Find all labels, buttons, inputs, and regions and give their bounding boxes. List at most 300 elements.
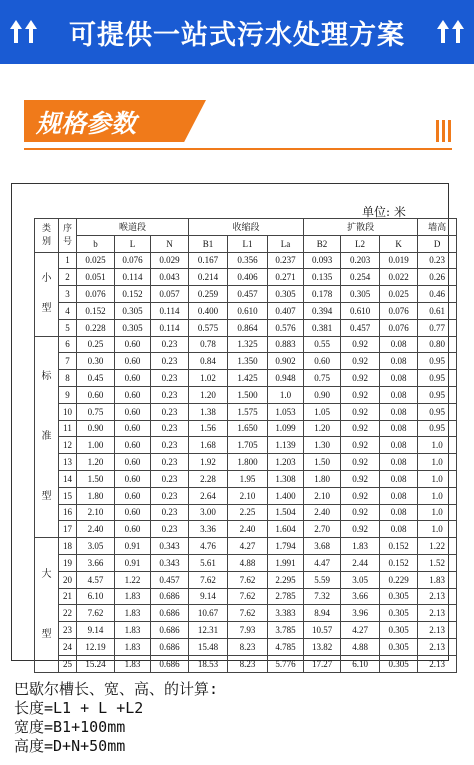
row-index-cell: 18: [59, 538, 77, 555]
value-cell: 2.13: [418, 622, 457, 639]
value-cell: 15.48: [189, 638, 228, 655]
value-cell: 0.90: [304, 386, 341, 403]
value-cell: 0.076: [115, 252, 151, 269]
category-label: 大型: [41, 568, 52, 640]
up-arrows-icon: [10, 20, 37, 43]
value-cell: 0.55: [304, 336, 341, 353]
value-cell: 0.093: [304, 252, 341, 269]
value-cell: 4.27: [341, 622, 380, 639]
value-cell: 15.24: [77, 655, 115, 672]
table-row: [35, 454, 457, 471]
value-cell: 5.59: [304, 571, 341, 588]
value-cell: 1.50: [304, 454, 341, 471]
table-row: [35, 420, 457, 437]
value-cell: 0.92: [341, 403, 380, 420]
calculation-notes: [14, 680, 218, 756]
value-cell: 0.076: [380, 302, 418, 319]
value-cell: 4.785: [268, 638, 304, 655]
subheader-cell: B1: [189, 235, 228, 252]
subheader-cell: b: [77, 235, 115, 252]
value-cell: 0.019: [380, 252, 418, 269]
value-cell: 0.75: [304, 370, 341, 387]
value-cell: 0.25: [77, 336, 115, 353]
row-index-cell: 14: [59, 470, 77, 487]
value-cell: 6.10: [341, 655, 380, 672]
value-cell: 10.57: [304, 622, 341, 639]
value-cell: 1.500: [228, 386, 268, 403]
value-cell: 1.604: [268, 521, 304, 538]
table-row: [35, 302, 457, 319]
value-cell: 0.08: [380, 504, 418, 521]
value-cell: 1.80: [304, 470, 341, 487]
header-diverging: 扩散段: [304, 219, 418, 236]
value-cell: 1.350: [228, 353, 268, 370]
value-cell: 0.254: [341, 269, 380, 286]
value-cell: 0.08: [380, 437, 418, 454]
value-cell: 0.305: [380, 622, 418, 639]
subheader-cell: La: [268, 235, 304, 252]
value-cell: 0.23: [151, 370, 189, 387]
value-cell: 0.95: [418, 386, 457, 403]
row-index-cell: 9: [59, 386, 77, 403]
value-cell: 4.76: [189, 538, 228, 555]
value-cell: 1.794: [268, 538, 304, 555]
value-cell: 0.95: [418, 370, 457, 387]
value-cell: 7.62: [228, 571, 268, 588]
value-cell: 6.10: [77, 588, 115, 605]
value-cell: 2.785: [268, 588, 304, 605]
table-row: [35, 622, 457, 639]
value-cell: 1.053: [268, 403, 304, 420]
subheader-cell: L: [115, 235, 151, 252]
value-cell: 1.00: [77, 437, 115, 454]
value-cell: 0.883: [268, 336, 304, 353]
value-cell: 0.394: [304, 302, 341, 319]
value-cell: 1.83: [418, 571, 457, 588]
value-cell: 1.400: [268, 487, 304, 504]
table-row: [35, 605, 457, 622]
value-cell: 2.13: [418, 605, 457, 622]
category-cell: [35, 538, 59, 672]
value-cell: 0.457: [151, 571, 189, 588]
row-index-cell: 7: [59, 353, 77, 370]
value-cell: 1.83: [115, 622, 151, 639]
value-cell: 0.92: [341, 386, 380, 403]
value-cell: 0.406: [228, 269, 268, 286]
value-cell: 0.057: [151, 286, 189, 303]
value-cell: 2.40: [228, 521, 268, 538]
value-cell: 1.92: [189, 454, 228, 471]
value-cell: 1.83: [115, 655, 151, 672]
table-row: [35, 638, 457, 655]
value-cell: 3.66: [77, 554, 115, 571]
value-cell: 0.92: [341, 504, 380, 521]
value-cell: 7.62: [228, 588, 268, 605]
value-cell: 1.099: [268, 420, 304, 437]
value-cell: 0.23: [151, 504, 189, 521]
value-cell: 0.076: [380, 319, 418, 336]
value-cell: 3.68: [304, 538, 341, 555]
value-cell: 4.57: [77, 571, 115, 588]
table-row: [35, 286, 457, 303]
row-index-cell: 5: [59, 319, 77, 336]
value-cell: 1.0: [268, 386, 304, 403]
value-cell: 0.407: [268, 302, 304, 319]
value-cell: 0.08: [380, 370, 418, 387]
table-row: [35, 588, 457, 605]
value-cell: 0.229: [380, 571, 418, 588]
value-cell: 1.0: [418, 454, 457, 471]
value-cell: 0.08: [380, 336, 418, 353]
value-cell: 2.64: [189, 487, 228, 504]
value-cell: 1.991: [268, 554, 304, 571]
value-cell: 0.08: [380, 521, 418, 538]
value-cell: 0.152: [77, 302, 115, 319]
value-cell: 0.135: [304, 269, 341, 286]
value-cell: 3.66: [341, 588, 380, 605]
value-cell: 2.40: [77, 521, 115, 538]
value-cell: 0.575: [189, 319, 228, 336]
table-row: [35, 538, 457, 555]
spec-table: [34, 218, 457, 673]
value-cell: 0.902: [268, 353, 304, 370]
banner-title: 可提供一站式污水处理方案: [69, 19, 405, 51]
value-cell: 2.28: [189, 470, 228, 487]
category-cell: [35, 252, 59, 336]
value-cell: 3.96: [341, 605, 380, 622]
value-cell: 0.025: [380, 286, 418, 303]
value-cell: 0.400: [189, 302, 228, 319]
table-row: [35, 470, 457, 487]
value-cell: 2.40: [304, 504, 341, 521]
value-cell: 4.47: [304, 554, 341, 571]
value-cell: 0.92: [341, 336, 380, 353]
value-cell: 0.025: [77, 252, 115, 269]
value-cell: 3.05: [77, 538, 115, 555]
row-index-cell: 3: [59, 286, 77, 303]
value-cell: 0.23: [151, 336, 189, 353]
value-cell: 0.60: [115, 370, 151, 387]
value-cell: 0.92: [341, 470, 380, 487]
value-cell: 0.80: [418, 336, 457, 353]
value-cell: 1.705: [228, 437, 268, 454]
subheader-cell: L1: [228, 235, 268, 252]
value-cell: 3.785: [268, 622, 304, 639]
value-cell: 1.02: [189, 370, 228, 387]
value-cell: 0.60: [115, 521, 151, 538]
value-cell: 0.610: [341, 302, 380, 319]
value-cell: 0.228: [77, 319, 115, 336]
value-cell: 2.13: [418, 588, 457, 605]
value-cell: 0.152: [115, 286, 151, 303]
value-cell: 0.45: [77, 370, 115, 387]
value-cell: 1.83: [115, 605, 151, 622]
value-cell: 1.68: [189, 437, 228, 454]
table-row: [35, 386, 457, 403]
value-cell: 0.051: [77, 269, 115, 286]
value-cell: 0.178: [304, 286, 341, 303]
value-cell: 0.60: [304, 353, 341, 370]
value-cell: 0.305: [380, 638, 418, 655]
value-cell: 0.305: [115, 302, 151, 319]
value-cell: 0.60: [115, 403, 151, 420]
value-cell: 1.203: [268, 454, 304, 471]
header-category: [35, 219, 59, 253]
value-cell: 0.60: [115, 487, 151, 504]
value-cell: 1.139: [268, 437, 304, 454]
table-row: [35, 487, 457, 504]
table-row: [35, 353, 457, 370]
value-cell: 0.26: [418, 269, 457, 286]
row-index-cell: 4: [59, 302, 77, 319]
value-cell: 8.23: [228, 655, 268, 672]
row-index-cell: 12: [59, 437, 77, 454]
value-cell: 1.650: [228, 420, 268, 437]
row-index-cell: 21: [59, 588, 77, 605]
value-cell: 8.23: [228, 638, 268, 655]
value-cell: 1.0: [418, 521, 457, 538]
header-converging: 收缩段: [189, 219, 304, 236]
value-cell: 0.305: [380, 605, 418, 622]
value-cell: 0.356: [228, 252, 268, 269]
value-cell: 0.95: [418, 420, 457, 437]
value-cell: 0.91: [115, 538, 151, 555]
value-cell: 1.83: [115, 588, 151, 605]
value-cell: 1.38: [189, 403, 228, 420]
value-cell: 2.10: [228, 487, 268, 504]
value-cell: 1.20: [189, 386, 228, 403]
value-cell: 1.80: [77, 487, 115, 504]
value-cell: 0.686: [151, 588, 189, 605]
value-cell: 0.305: [115, 319, 151, 336]
value-cell: 0.259: [189, 286, 228, 303]
value-cell: 1.52: [418, 554, 457, 571]
value-cell: 0.90: [77, 420, 115, 437]
value-cell: 1.22: [418, 538, 457, 555]
header-index: [59, 219, 77, 253]
subheader-cell: K: [380, 235, 418, 252]
value-cell: 7.62: [228, 605, 268, 622]
row-index-cell: 8: [59, 370, 77, 387]
row-index-cell: 22: [59, 605, 77, 622]
value-cell: 0.114: [151, 319, 189, 336]
table-row: [35, 269, 457, 286]
value-cell: 0.23: [151, 353, 189, 370]
value-cell: 0.08: [380, 386, 418, 403]
value-cell: 0.23: [151, 470, 189, 487]
calc-heading: 巴歇尔槽长、宽、高、的计算:: [14, 680, 219, 698]
category-label: 标准型: [41, 370, 52, 502]
value-cell: 0.60: [115, 353, 151, 370]
value-cell: 0.95: [418, 353, 457, 370]
value-cell: 2.10: [77, 504, 115, 521]
value-cell: 0.305: [268, 286, 304, 303]
header-wall-height: 墙高: [418, 219, 457, 236]
value-cell: 9.14: [77, 622, 115, 639]
value-cell: 3.383: [268, 605, 304, 622]
value-cell: 0.029: [151, 252, 189, 269]
value-cell: 0.152: [380, 554, 418, 571]
row-index-cell: 23: [59, 622, 77, 639]
value-cell: 7.62: [77, 605, 115, 622]
value-cell: 0.152: [380, 538, 418, 555]
value-cell: 0.381: [304, 319, 341, 336]
value-cell: 2.44: [341, 554, 380, 571]
table-row: [35, 571, 457, 588]
value-cell: 0.92: [341, 353, 380, 370]
section-divider: [24, 148, 452, 150]
row-index-cell: 25: [59, 655, 77, 672]
value-cell: 0.60: [115, 504, 151, 521]
value-cell: 3.05: [341, 571, 380, 588]
value-cell: 7.93: [228, 622, 268, 639]
header-category-label: 类别: [41, 223, 51, 247]
calc-height: 高度=D+N+50mm: [14, 737, 126, 755]
table-row: [35, 554, 457, 571]
row-index-cell: 19: [59, 554, 77, 571]
row-index-cell: 11: [59, 420, 77, 437]
value-cell: 0.864: [228, 319, 268, 336]
value-cell: 0.92: [341, 521, 380, 538]
header-throat: 喉道段: [77, 219, 189, 236]
subheader-cell: B2: [304, 235, 341, 252]
value-cell: 0.457: [341, 319, 380, 336]
row-index-cell: 15: [59, 487, 77, 504]
value-cell: 0.576: [268, 319, 304, 336]
table-row: [35, 504, 457, 521]
row-index-cell: 6: [59, 336, 77, 353]
value-cell: 1.325: [228, 336, 268, 353]
value-cell: 1.504: [268, 504, 304, 521]
top-banner: [0, 0, 474, 64]
value-cell: 0.61: [418, 302, 457, 319]
value-cell: 0.23: [151, 386, 189, 403]
value-cell: 17.27: [304, 655, 341, 672]
value-cell: 0.686: [151, 605, 189, 622]
value-cell: 0.343: [151, 538, 189, 555]
value-cell: 1.425: [228, 370, 268, 387]
subheader-cell: D: [418, 235, 457, 252]
value-cell: 0.305: [341, 286, 380, 303]
value-cell: 0.23: [151, 454, 189, 471]
value-cell: 0.92: [341, 454, 380, 471]
value-cell: 1.05: [304, 403, 341, 420]
value-cell: 0.305: [380, 588, 418, 605]
value-cell: 3.00: [189, 504, 228, 521]
row-index-cell: 2: [59, 269, 77, 286]
value-cell: 0.78: [189, 336, 228, 353]
value-cell: 1.0: [418, 470, 457, 487]
value-cell: 0.610: [228, 302, 268, 319]
value-cell: 0.022: [380, 269, 418, 286]
value-cell: 0.08: [380, 487, 418, 504]
value-cell: 0.60: [115, 336, 151, 353]
value-cell: 12.19: [77, 638, 115, 655]
value-cell: 5.61: [189, 554, 228, 571]
value-cell: 0.686: [151, 638, 189, 655]
value-cell: 0.60: [77, 386, 115, 403]
value-cell: 0.75: [77, 403, 115, 420]
calc-width: 宽度=B1+100mm: [14, 718, 126, 736]
calc-length: 长度=L1 + L +L2: [14, 699, 144, 717]
value-cell: 0.23: [151, 521, 189, 538]
value-cell: 0.076: [77, 286, 115, 303]
row-index-cell: 10: [59, 403, 77, 420]
value-cell: 1.20: [304, 420, 341, 437]
category-cell: [35, 336, 59, 538]
value-cell: 0.203: [341, 252, 380, 269]
row-index-cell: 16: [59, 504, 77, 521]
value-cell: 0.84: [189, 353, 228, 370]
value-cell: 10.67: [189, 605, 228, 622]
value-cell: 2.10: [304, 487, 341, 504]
table-row: [35, 655, 457, 672]
decorative-bars-icon: [436, 120, 451, 142]
subheader-cell: N: [151, 235, 189, 252]
value-cell: 3.36: [189, 521, 228, 538]
value-cell: 0.92: [341, 370, 380, 387]
value-cell: 1.83: [341, 538, 380, 555]
value-cell: 0.114: [151, 302, 189, 319]
value-cell: 0.91: [115, 554, 151, 571]
value-cell: 4.27: [228, 538, 268, 555]
value-cell: 0.60: [115, 386, 151, 403]
value-cell: 2.13: [418, 655, 457, 672]
value-cell: 4.88: [228, 554, 268, 571]
value-cell: 8.94: [304, 605, 341, 622]
value-cell: 0.60: [115, 420, 151, 437]
value-cell: 18.53: [189, 655, 228, 672]
value-cell: 1.0: [418, 504, 457, 521]
value-cell: 0.043: [151, 269, 189, 286]
value-cell: 0.114: [115, 269, 151, 286]
value-cell: 0.08: [380, 454, 418, 471]
row-index-cell: 20: [59, 571, 77, 588]
value-cell: 0.30: [77, 353, 115, 370]
subheader-cell: L2: [341, 235, 380, 252]
value-cell: 1.22: [115, 571, 151, 588]
value-cell: 0.77: [418, 319, 457, 336]
header-index-label: 序号: [62, 223, 72, 247]
value-cell: 0.08: [380, 420, 418, 437]
value-cell: 0.237: [268, 252, 304, 269]
row-index-cell: 13: [59, 454, 77, 471]
table-row: [35, 370, 457, 387]
value-cell: 0.60: [115, 470, 151, 487]
table-row: [35, 336, 457, 353]
value-cell: 0.60: [115, 437, 151, 454]
value-cell: 7.62: [189, 571, 228, 588]
value-cell: 1.308: [268, 470, 304, 487]
value-cell: 0.23: [151, 437, 189, 454]
up-arrows-icon: [437, 20, 464, 43]
value-cell: 13.82: [304, 638, 341, 655]
table-row: [35, 319, 457, 336]
value-cell: 0.08: [380, 353, 418, 370]
section-title: 规格参数: [36, 109, 137, 138]
value-cell: 4.88: [341, 638, 380, 655]
value-cell: 1.575: [228, 403, 268, 420]
value-cell: 0.214: [189, 269, 228, 286]
value-cell: 1.800: [228, 454, 268, 471]
table-subheader-row: [35, 235, 457, 252]
unit-label: 单位: 米: [362, 205, 406, 219]
value-cell: 0.92: [341, 487, 380, 504]
value-cell: 0.08: [380, 403, 418, 420]
value-cell: 0.08: [380, 470, 418, 487]
value-cell: 2.295: [268, 571, 304, 588]
row-index-cell: 24: [59, 638, 77, 655]
